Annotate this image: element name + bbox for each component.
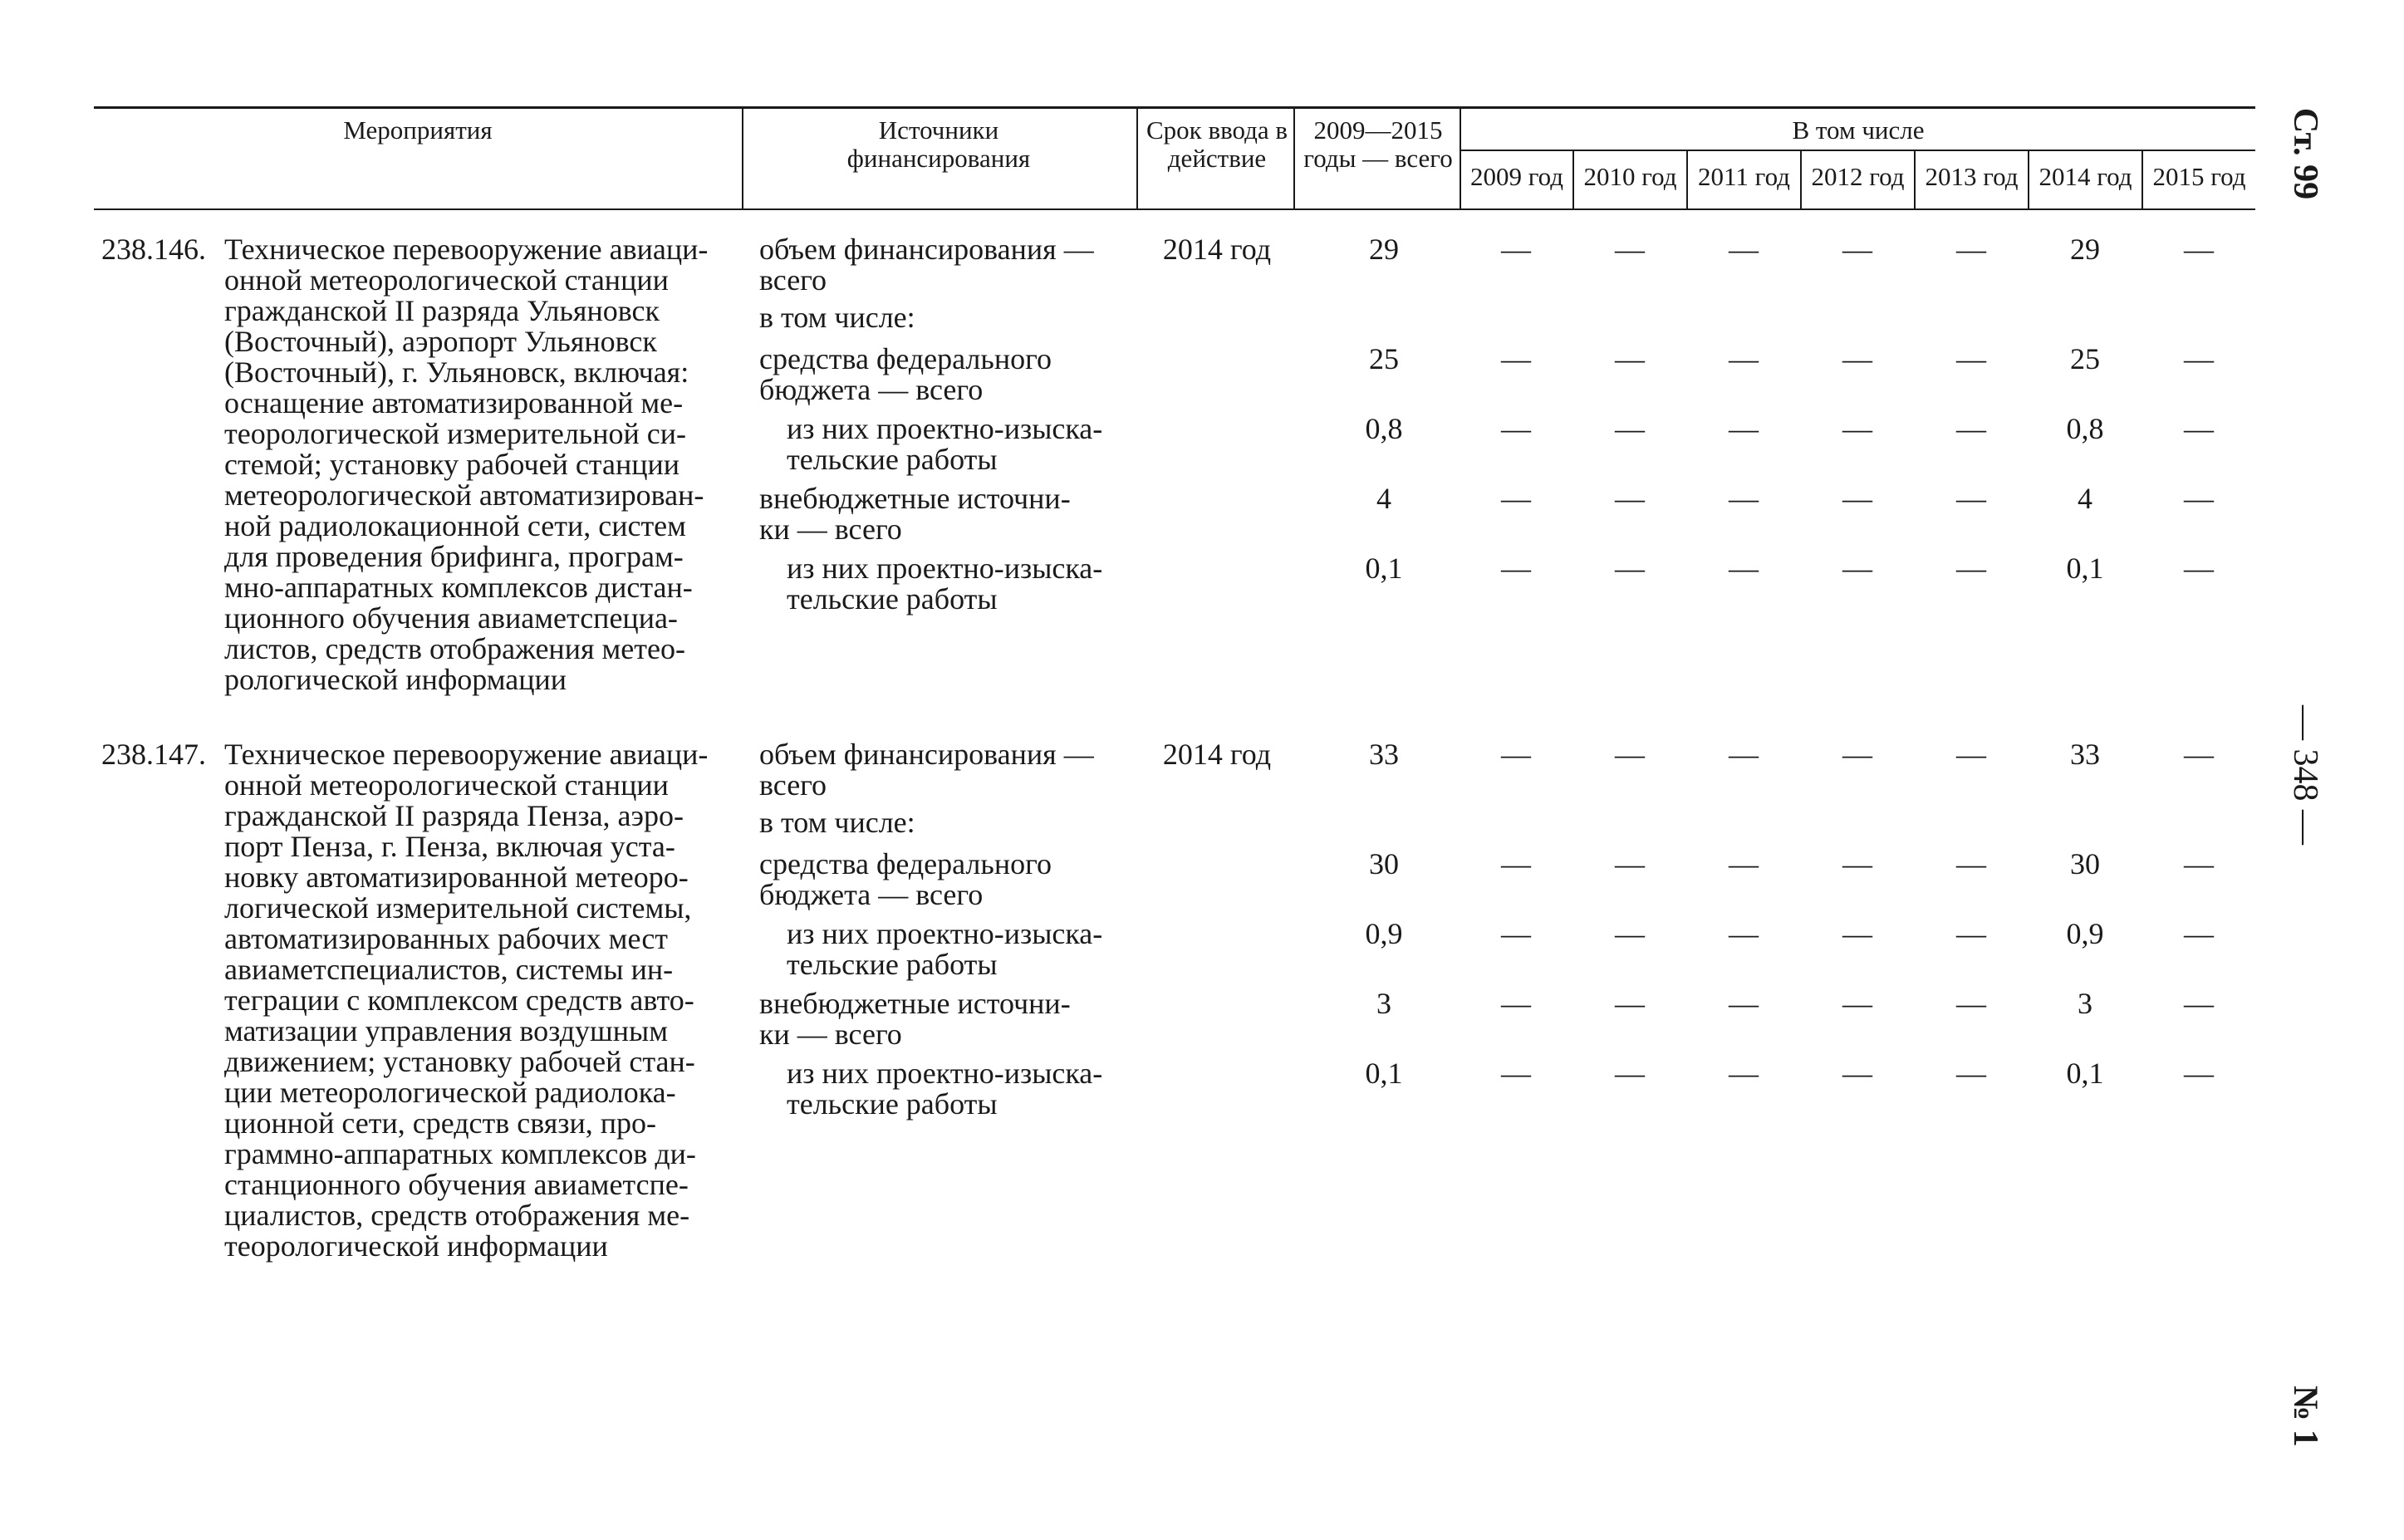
header-year: 2011 год xyxy=(1698,162,1790,191)
year-value: — xyxy=(1615,738,1645,771)
year-value: — xyxy=(1615,233,1645,266)
year-value: — xyxy=(1729,847,1759,880)
year-value: — xyxy=(1729,342,1759,375)
entry-description xyxy=(224,234,731,695)
description-line: метеорологической автоматизирован- xyxy=(224,478,704,512)
year-value: — xyxy=(1501,847,1531,880)
entry-number: 238.146. xyxy=(101,233,206,266)
header-year: 2013 год xyxy=(1925,162,2019,191)
year-value: — xyxy=(1842,917,1872,950)
total-value: 0,9 xyxy=(1365,917,1403,950)
column-divider xyxy=(1136,107,1138,209)
header-deadline: Срок ввода в действие xyxy=(1146,115,1288,173)
year-value: — xyxy=(2184,847,2214,880)
description-line: авиаметспециалистов, системы ин- xyxy=(224,953,674,986)
total-value: 0,1 xyxy=(1365,1057,1403,1090)
funding-source xyxy=(759,483,1129,545)
year-value: — xyxy=(2184,987,2214,1020)
description-line: для проведения брифинга, програм- xyxy=(224,540,684,573)
header-sources: Источники финансирования xyxy=(846,115,1031,173)
year-value: — xyxy=(1615,552,1645,585)
table-top-rule xyxy=(94,106,2255,109)
description-line: ционной сети, средств связи, про- xyxy=(224,1106,657,1140)
funding-source-line: из них проектно-изыска- xyxy=(787,1057,1103,1090)
funding-source-line: всего xyxy=(759,263,827,297)
year-value: 33 xyxy=(2070,738,2100,771)
entry-number: 238.147. xyxy=(101,738,206,771)
description-line: оснащение автоматизированной ме- xyxy=(224,386,684,419)
description-line: стемой; установку рабочей станции xyxy=(224,448,680,481)
description-line: Техническое перевооружение авиаци- xyxy=(224,233,709,266)
description-line: граммно-аппаратных комплексов ди- xyxy=(224,1137,696,1170)
funding-source xyxy=(759,988,1129,1050)
year-value: 25 xyxy=(2070,342,2100,375)
funding-source xyxy=(759,344,1129,405)
year-value: — xyxy=(1501,738,1531,771)
year-value: — xyxy=(1501,482,1531,515)
year-value: — xyxy=(1956,342,1986,375)
header-measures: Мероприятия xyxy=(343,115,493,145)
description-line: онной метеорологической станции xyxy=(224,263,669,297)
year-value: — xyxy=(1956,847,1986,880)
year-value: — xyxy=(1842,1057,1872,1090)
funding-source-line: внебюджетные источни- xyxy=(759,482,1071,515)
description-line: мно-аппаратных комплексов дистан- xyxy=(224,571,693,604)
funding-source xyxy=(787,1058,1129,1120)
entry-description xyxy=(224,739,731,1262)
year-value: — xyxy=(1842,233,1872,266)
total-value: 29 xyxy=(1369,233,1399,266)
year-value: — xyxy=(2184,552,2214,585)
description-line: теорологической измерительной си- xyxy=(224,417,686,450)
year-value: — xyxy=(1729,552,1759,585)
year-value: — xyxy=(1501,1057,1531,1090)
description-line: ционного обучения авиаметспециа- xyxy=(224,601,678,635)
page-mark-top: Ст. 99 xyxy=(2286,107,2324,200)
description-line: рологической информации xyxy=(224,663,567,696)
funding-source xyxy=(759,234,1129,296)
year-value: — xyxy=(2184,738,2214,771)
year-value: — xyxy=(1729,482,1759,515)
description-line: новку автоматизированной метеоро- xyxy=(224,861,689,894)
funding-source-line: в том числе: xyxy=(759,301,915,334)
funding-source xyxy=(759,807,1129,838)
year-value: — xyxy=(2184,412,2214,445)
year-value: — xyxy=(1615,917,1645,950)
total-value: 30 xyxy=(1369,847,1399,880)
description-line: станционного обучения авиаметспе- xyxy=(224,1168,689,1201)
column-divider xyxy=(1293,107,1295,209)
header-year: 2014 год xyxy=(2038,162,2132,191)
year-value: — xyxy=(2184,917,2214,950)
funding-source-line: бюджета — всего xyxy=(759,878,984,911)
year-value: — xyxy=(1501,552,1531,585)
entry-deadline: 2014 год xyxy=(1162,738,1272,771)
total-value: 33 xyxy=(1369,738,1399,771)
description-line: теорологической информации xyxy=(224,1229,608,1263)
total-value: 4 xyxy=(1376,482,1391,515)
description-line: гражданской II разряда Пенза, аэро- xyxy=(224,799,684,832)
funding-source xyxy=(759,739,1129,801)
year-value: — xyxy=(1956,482,1986,515)
funding-source-line: тельские работы xyxy=(787,1087,998,1121)
year-value: — xyxy=(1956,917,1986,950)
header-year: 2010 год xyxy=(1583,162,1677,191)
year-value: — xyxy=(1615,987,1645,1020)
column-divider xyxy=(742,107,743,209)
entry-deadline: 2014 год xyxy=(1162,233,1272,266)
year-value: — xyxy=(1956,987,1986,1020)
description-line: (Восточный), г. Ульяновск, включая: xyxy=(224,356,689,389)
total-value: 3 xyxy=(1376,987,1391,1020)
year-value: — xyxy=(1956,1057,1986,1090)
year-value: — xyxy=(1501,412,1531,445)
funding-source-line: тельские работы xyxy=(787,948,998,981)
funding-source-line: тельские работы xyxy=(787,582,998,616)
year-value: — xyxy=(1615,482,1645,515)
year-value: 4 xyxy=(2078,482,2092,515)
funding-source xyxy=(787,414,1129,475)
funding-source-line: из них проектно-изыска- xyxy=(787,917,1103,950)
year-value: — xyxy=(2184,482,2214,515)
header-year: 2015 год xyxy=(2152,162,2246,191)
year-value: — xyxy=(1842,342,1872,375)
page-mark-middle: — 348 — xyxy=(2286,705,2324,845)
year-value: — xyxy=(1956,412,1986,445)
funding-source xyxy=(787,553,1129,615)
total-value: 25 xyxy=(1369,342,1399,375)
description-line: (Восточный), аэропорт Ульяновск xyxy=(224,325,657,358)
description-line: ной радиолокационной сети, систем xyxy=(224,509,686,542)
funding-source xyxy=(759,849,1129,910)
year-value: 29 xyxy=(2070,233,2100,266)
funding-source-line: внебюджетные источни- xyxy=(759,987,1071,1020)
description-line: теграции с комплексом средств авто- xyxy=(224,983,694,1017)
total-value: 0,1 xyxy=(1365,552,1403,585)
description-line: порт Пенза, г. Пенза, включая уста- xyxy=(224,830,675,863)
description-line: логической измерительной системы, xyxy=(224,891,692,924)
year-value: — xyxy=(1956,552,1986,585)
funding-source-line: в том числе: xyxy=(759,806,915,839)
description-line: ции метеорологической радиолока- xyxy=(224,1076,676,1109)
description-line: листов, средств отображения метео- xyxy=(224,632,685,665)
funding-source-line: объем финансирования — xyxy=(759,233,1094,266)
year-value: — xyxy=(1842,847,1872,880)
year-value: — xyxy=(1501,342,1531,375)
year-value: — xyxy=(1842,552,1872,585)
including-subheader-rule xyxy=(1460,150,2255,151)
year-value: — xyxy=(1501,987,1531,1020)
total-value: 0,8 xyxy=(1365,412,1403,445)
description-line: матизации управления воздушным xyxy=(224,1014,668,1047)
year-value: — xyxy=(2184,1057,2214,1090)
year-value: — xyxy=(1842,738,1872,771)
funding-source-line: ки — всего xyxy=(759,1018,902,1051)
year-value: — xyxy=(1842,412,1872,445)
year-value: — xyxy=(1615,342,1645,375)
description-line: автоматизированных рабочих мест xyxy=(224,922,669,955)
funding-source-line: из них проектно-изыска- xyxy=(787,552,1103,585)
year-value: 0,8 xyxy=(2066,412,2104,445)
description-line: Техническое перевооружение авиаци- xyxy=(224,738,709,771)
funding-source-line: из них проектно-изыска- xyxy=(787,412,1103,445)
header-total: 2009—2015 годы — всего xyxy=(1303,115,1453,173)
year-value: — xyxy=(1729,738,1759,771)
year-value: 0,1 xyxy=(2066,552,2104,585)
year-value: — xyxy=(2184,233,2214,266)
year-value: — xyxy=(1501,917,1531,950)
header-year: 2012 год xyxy=(1811,162,1905,191)
year-value: 30 xyxy=(2070,847,2100,880)
funding-source-line: средства федерального xyxy=(759,847,1052,880)
year-value: — xyxy=(1956,233,1986,266)
year-value: — xyxy=(1615,1057,1645,1090)
year-value: — xyxy=(1842,482,1872,515)
description-line: гражданской II разряда Ульяновск xyxy=(224,294,660,327)
year-value: — xyxy=(1729,1057,1759,1090)
year-value: — xyxy=(1729,987,1759,1020)
funding-source xyxy=(787,919,1129,980)
header-including: В том числе xyxy=(1792,115,1925,145)
year-value: 0,1 xyxy=(2066,1057,2104,1090)
description-line: циалистов, средств отображения ме- xyxy=(224,1199,690,1232)
year-value: — xyxy=(1956,738,1986,771)
header-bottom-rule xyxy=(94,208,2255,210)
year-value: — xyxy=(1729,917,1759,950)
year-value: — xyxy=(1729,412,1759,445)
funding-source-line: объем финансирования — xyxy=(759,738,1094,771)
description-line: движением; установку рабочей стан- xyxy=(224,1045,695,1078)
funding-source-line: средства федерального xyxy=(759,342,1052,375)
header-year: 2009 год xyxy=(1469,162,1564,191)
funding-source-line: всего xyxy=(759,768,827,802)
funding-source xyxy=(759,302,1129,333)
year-value: 3 xyxy=(2078,987,2092,1020)
funding-source-line: тельские работы xyxy=(787,443,998,476)
year-value: — xyxy=(1729,233,1759,266)
funding-source-line: бюджета — всего xyxy=(759,373,984,406)
year-value: — xyxy=(1501,233,1531,266)
description-line: онной метеорологической станции xyxy=(224,768,669,802)
year-value: — xyxy=(2184,342,2214,375)
year-value: — xyxy=(1615,412,1645,445)
page-mark-bottom: № 1 xyxy=(2286,1386,2324,1447)
funding-source-line: ки — всего xyxy=(759,513,902,546)
year-value: — xyxy=(1615,847,1645,880)
year-value: — xyxy=(1842,987,1872,1020)
year-value: 0,9 xyxy=(2066,917,2104,950)
